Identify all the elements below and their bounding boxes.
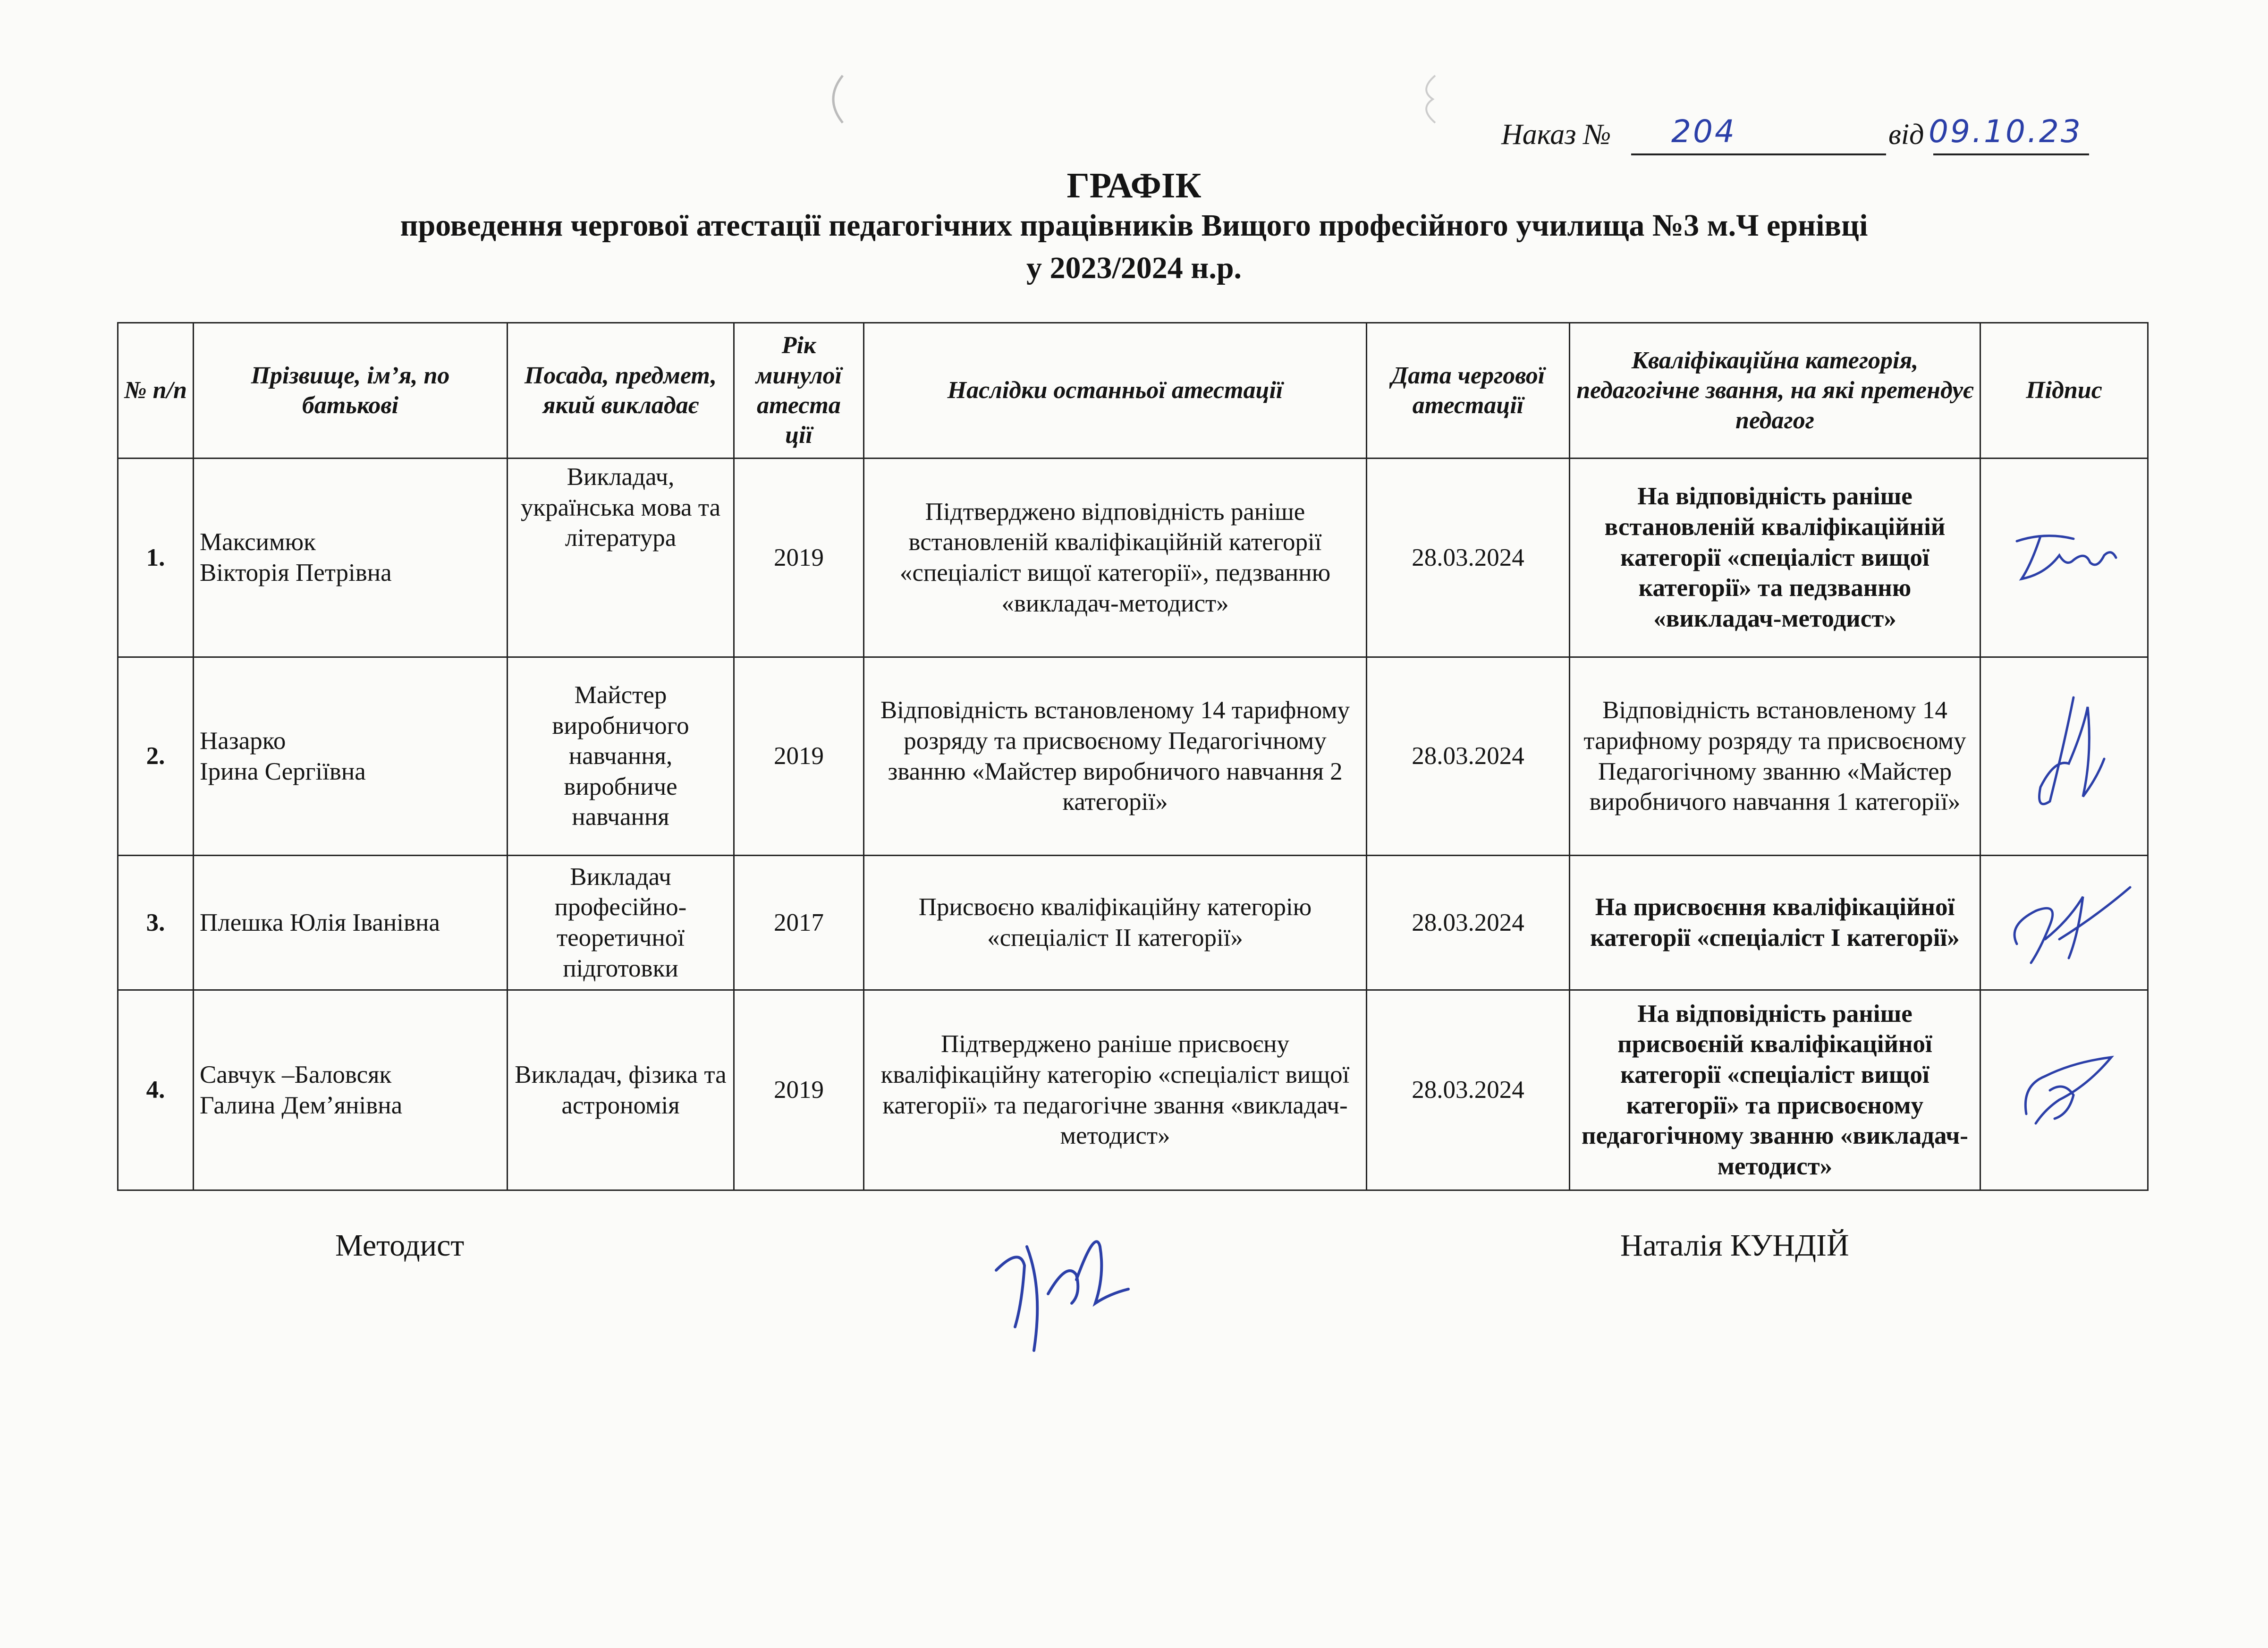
header-position: Посада, предмет, який викладає bbox=[508, 323, 734, 459]
header-year: Рік минулої атеста ції bbox=[734, 323, 864, 459]
row-year: 2019 bbox=[734, 657, 864, 856]
signature-1 bbox=[2003, 522, 2125, 593]
row-name bbox=[194, 459, 508, 657]
row-position: Викладач, фізика та астрономія bbox=[508, 990, 734, 1190]
header-num: № п/п bbox=[118, 323, 194, 459]
row-signature bbox=[1980, 459, 2148, 657]
row-category: Відповідність встановленому 14 тарифному розряду та присвоєному Педагогічному званню «Майстер виробничого навчання 1 категорії» bbox=[1570, 657, 1980, 856]
row-num: 4. bbox=[118, 990, 194, 1190]
row-name bbox=[194, 657, 508, 856]
header-date: Дата чергової атестації bbox=[1367, 323, 1570, 459]
table-row bbox=[118, 856, 2148, 990]
header-name: Прізвище, ім’я, по батькові bbox=[194, 323, 508, 459]
page-subtitle: проведення чергової атестації педагогічних працівників Вищого професійного училища №3 м.Ч ернівці bbox=[400, 208, 1868, 243]
header-signature: Підпис bbox=[1980, 323, 2148, 459]
row-result: Присвоєно кваліфікаційну категорію «спеціаліст ІІ категорії» bbox=[864, 856, 1367, 990]
order-number: 204 bbox=[1671, 113, 1736, 150]
margin-bracket-mark-2 bbox=[1416, 71, 1445, 127]
row-date: 28.03.2024 bbox=[1367, 990, 1570, 1190]
table-row bbox=[118, 657, 2148, 856]
academic-year: у 2023/2024 н.р. bbox=[1026, 251, 1242, 285]
row-date: 28.03.2024 bbox=[1367, 657, 1570, 856]
order-reference bbox=[1501, 113, 2082, 165]
row-given-name: Ірина Сергіївна bbox=[200, 757, 366, 785]
row-given-name: Галина Дем’янівна bbox=[200, 1091, 403, 1119]
footer-role: Методист bbox=[335, 1228, 465, 1263]
signature-3 bbox=[1989, 868, 2140, 977]
row-result: Відповідність встановленому 14 тарифному розряду та присвоєному Педагогічному званню «Майстер виробничого навчання 2 категорії» bbox=[864, 657, 1367, 856]
row-year: 2019 bbox=[734, 459, 864, 657]
row-num: 1. bbox=[118, 459, 194, 657]
page-title: ГРАФІК bbox=[1066, 166, 1202, 205]
header-result: Наслідки останньої атестації bbox=[864, 323, 1367, 459]
row-surname: Плешка Юлія Іванівна bbox=[200, 909, 440, 936]
row-given-name: Вікторія Петрівна bbox=[200, 559, 392, 586]
row-year: 2017 bbox=[734, 856, 864, 990]
row-date: 28.03.2024 bbox=[1367, 856, 1570, 990]
row-date: 28.03.2024 bbox=[1367, 459, 1570, 657]
order-date-line bbox=[1933, 153, 2089, 155]
row-surname: Назарко bbox=[200, 727, 286, 755]
order-label: Наказ № bbox=[1501, 119, 1611, 151]
methodist-signature bbox=[982, 1218, 1138, 1369]
attestation-schedule-table bbox=[117, 322, 2149, 1191]
footer-name: Наталія КУНДІЙ bbox=[1620, 1228, 1849, 1263]
row-num: 2. bbox=[118, 657, 194, 856]
row-signature bbox=[1980, 856, 2148, 990]
row-name bbox=[194, 990, 508, 1190]
row-result: Підтверджено раніше присвоєну кваліфікаційну категорію «спеціаліст вищої категорії» та педагогічне звання «викладач-методист» bbox=[864, 990, 1367, 1190]
table-row bbox=[118, 990, 2148, 1190]
row-signature bbox=[1980, 990, 2148, 1190]
row-surname: Максимюк bbox=[200, 528, 316, 556]
row-name bbox=[194, 856, 508, 990]
order-number-line bbox=[1631, 153, 1886, 155]
row-category: На відповідність раніше присвоєній кваліфікаційної категорії «спеціаліст вищої категорії» та присвоєному педагогічному званню «викладач-методист» bbox=[1570, 990, 1980, 1190]
row-num: 3. bbox=[118, 856, 194, 990]
signature-4 bbox=[2003, 1043, 2125, 1138]
row-category: На присвоєння кваліфікаційної категорії «спеціаліст І категорії» bbox=[1570, 856, 1980, 990]
row-position: Викладач професійно-теоретичної підготовки bbox=[508, 856, 734, 990]
row-surname: Савчук –Баловсяк bbox=[200, 1061, 392, 1088]
table-header-row bbox=[118, 323, 2148, 459]
signature-2 bbox=[2017, 688, 2111, 825]
row-signature bbox=[1980, 657, 2148, 856]
row-position: Викладач, українська мова та література bbox=[508, 459, 734, 657]
order-date: 09.10.23 bbox=[1929, 113, 2082, 150]
order-date-label: від bbox=[1888, 119, 1924, 151]
row-position: Майстер виробничого навчання, виробниче навчання bbox=[508, 657, 734, 856]
margin-bracket-mark bbox=[819, 71, 847, 127]
table-row bbox=[118, 459, 2148, 657]
row-category: На відповідність раніше встановленій кваліфікаційній категорії «спеціаліст вищої категорії» та педзванню «викладач-методист» bbox=[1570, 459, 1980, 657]
row-year: 2019 bbox=[734, 990, 864, 1190]
row-result: Підтверджено відповідність раніше встановленій кваліфікаційній категорії «спеціаліст вищої категорії», педзванню «викладач-методист» bbox=[864, 459, 1367, 657]
header-category: Кваліфікаційна категорія, педагогічне звання, на які претендує педагог bbox=[1570, 323, 1980, 459]
